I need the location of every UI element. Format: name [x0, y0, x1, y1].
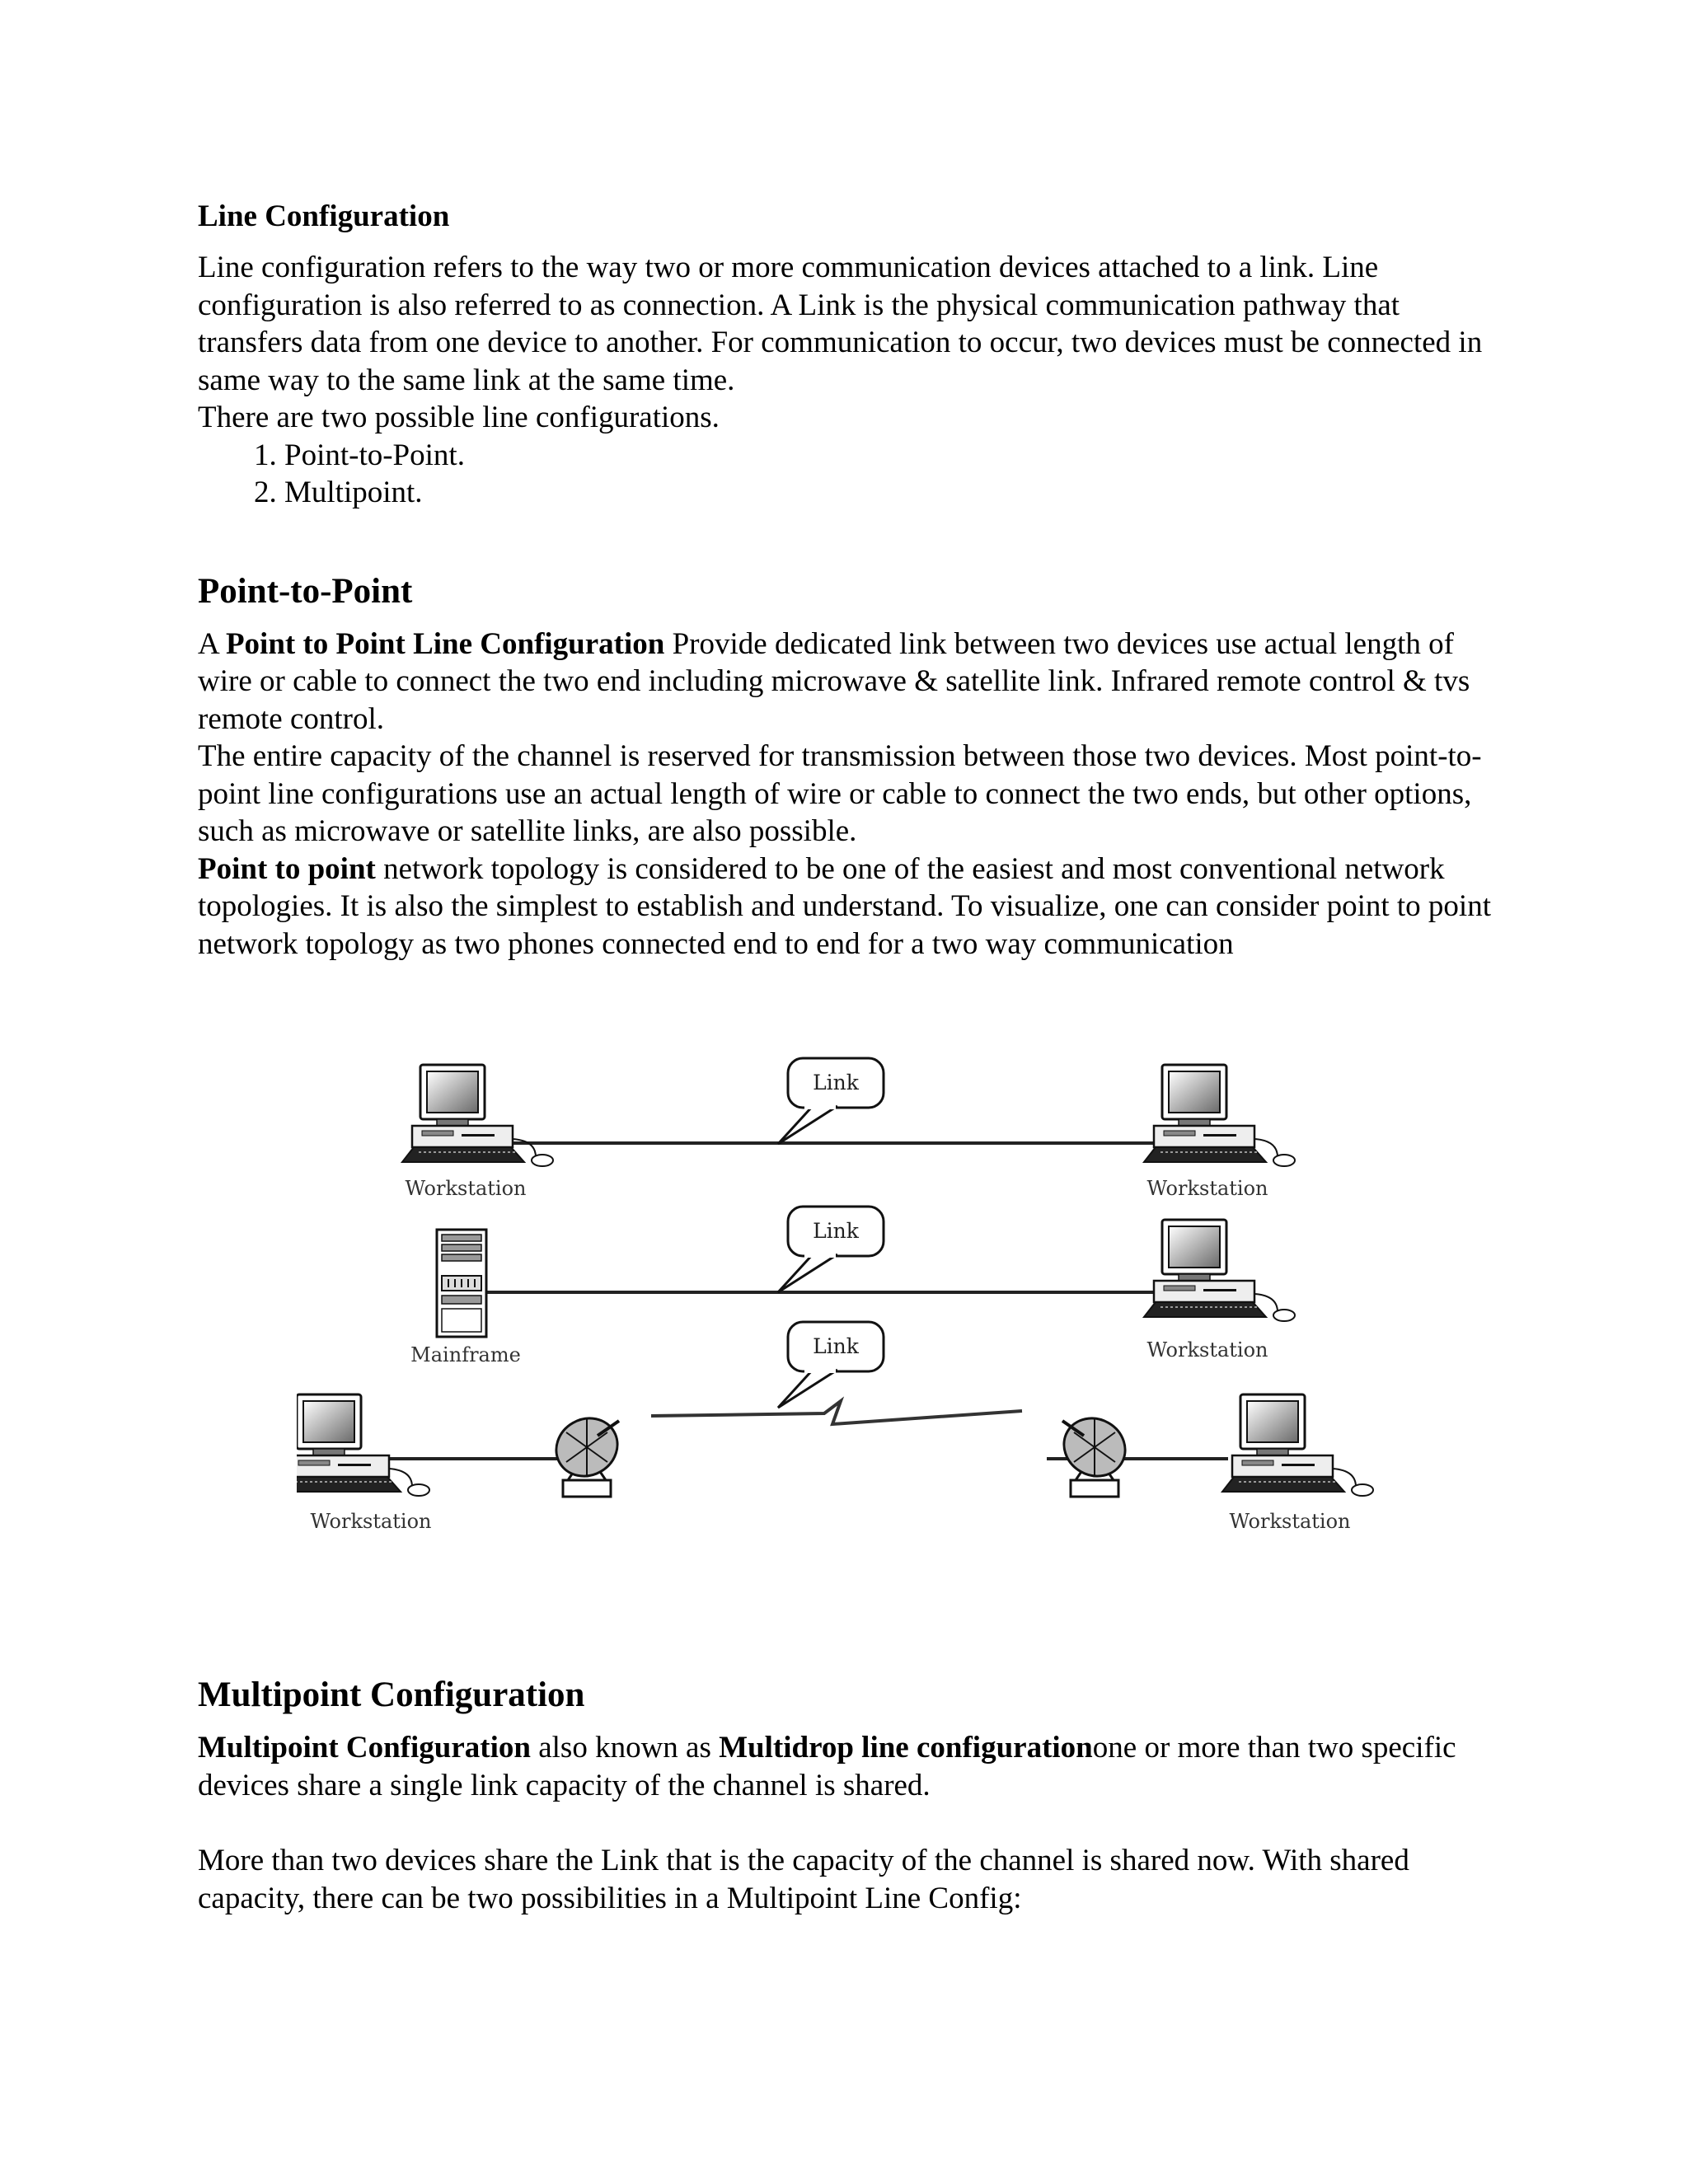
- link-label: Link: [813, 1219, 859, 1243]
- configuration-list: [198, 437, 1500, 512]
- point-to-point-diagram: [297, 1047, 1385, 1541]
- paragraph-text: network topology is considered to be one of the easiest and most conventional network topologies. It is also the simplest to establish and understand. To visualize, one can consider point to point network topology as two phones connected end to end for a two way communication: [198, 851, 1491, 961]
- link-label: Link: [813, 1071, 859, 1094]
- workstation-label: Workstation: [310, 1510, 432, 1533]
- multipoint-section: [198, 1673, 1500, 1917]
- document-page: [198, 198, 1500, 963]
- workstation-icon: [1144, 1220, 1295, 1321]
- workstation-icon: [297, 1394, 429, 1496]
- workstation-label: Workstation: [1146, 1177, 1268, 1200]
- bold-term: Point to point: [198, 851, 376, 886]
- line-configuration-paragraph: Line configuration refers to the way two or more communication devices attached to a link. Line configuration is also referred to as connection. A Link is the physical communication pathway that transfers data from one device to another. For communication to occur, two devices must be connected in same way to the same link at the same time.: [198, 251, 1483, 397]
- workstation-label: Workstation: [1229, 1510, 1351, 1533]
- diagram-svg: [297, 1047, 1385, 1541]
- point-to-point-heading: Point-to-Point: [198, 571, 413, 611]
- point-to-point-paragraph-2: The entire capacity of the channel is reserved for transmission between those two devices. Most point-to-point line configurations use an actual length of wire or cable to connect the two ends, but other options, such as microwave or satellite links, are also possible.: [198, 739, 1482, 848]
- line-configuration-heading: Line Configuration: [198, 199, 450, 233]
- mainframe-icon: [437, 1230, 486, 1337]
- mainframe-label: Mainframe: [410, 1343, 521, 1366]
- workstation-icon: [402, 1065, 553, 1166]
- multipoint-paragraph-1: [198, 1729, 1500, 1804]
- satellite-dish-icon: [1053, 1408, 1136, 1497]
- multipoint-paragraph-2: More than two devices share the Link that is the capacity of the channel is shared now. With shared capacity, there can be two possibilities in a Multipoint Line Config:: [198, 1844, 1409, 1915]
- paragraph-text: one or more than two specific devices share a single link capacity of the channel is shared.: [198, 1731, 1456, 1802]
- workstation-icon: [1144, 1065, 1295, 1166]
- paragraph-text: A: [198, 626, 226, 661]
- multipoint-heading: Multipoint Configuration: [198, 1675, 585, 1714]
- list-item: 2. Multipoint.: [254, 476, 423, 509]
- link-label: Link: [813, 1334, 859, 1358]
- bold-term: Multidrop line configuration: [719, 1731, 1093, 1765]
- list-item: 1. Point-to-Point.: [254, 438, 465, 472]
- satellite-dish-icon: [546, 1408, 628, 1497]
- workstation-icon: [1222, 1394, 1373, 1496]
- bold-term: Point to Point Line Configuration: [225, 626, 665, 661]
- line-configuration-intro: There are two possible line configurations.: [198, 401, 720, 434]
- paragraph-text: Provide dedicated link between two devices use actual length of wire or cable to connect the two end including microwave & satellite link. Infrared remote control & tvs remote control.: [198, 626, 1470, 736]
- wireless-link-icon: [651, 1401, 1022, 1424]
- workstation-label: Workstation: [405, 1177, 527, 1200]
- paragraph-text: also known as: [530, 1731, 720, 1765]
- bold-term: Multipoint Configuration: [198, 1731, 531, 1765]
- workstation-label: Workstation: [1146, 1338, 1268, 1361]
- point-to-point-paragraph-3: [198, 851, 1500, 963]
- point-to-point-paragraph-1: [198, 626, 1500, 738]
